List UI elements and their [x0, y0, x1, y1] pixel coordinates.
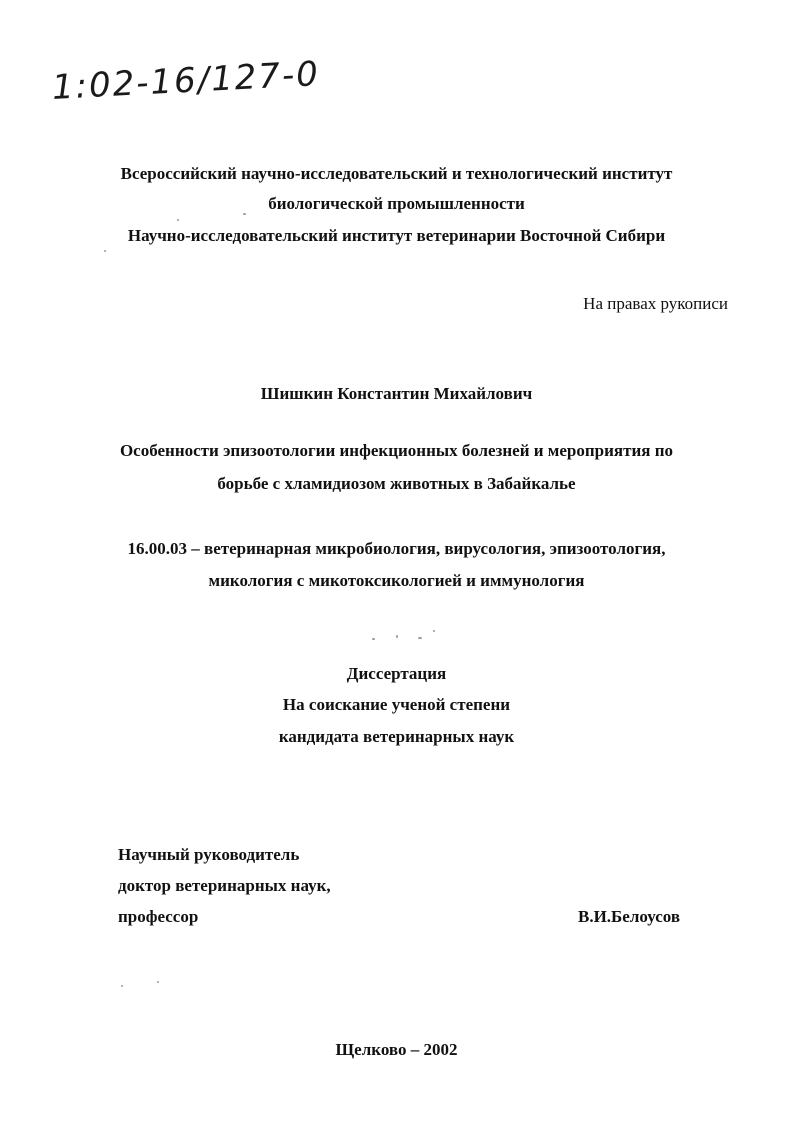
scan-speck	[243, 213, 246, 215]
organization-line-3: Научно-исследовательский институт ветеринарии Восточной Сибири	[127, 226, 666, 245]
degree-line-1: На соискание ученой степени	[282, 695, 511, 714]
place-and-year: Щелково – 2002	[335, 1040, 458, 1059]
specialty-line-1: 16.00.03 – ветеринарная микробиология, вирусология, эпизоотология,	[127, 539, 666, 558]
scan-speck	[433, 630, 435, 632]
author-name: Шишкин Константин Михайлович	[260, 384, 533, 403]
scan-speck	[177, 219, 179, 221]
organization-line-1: Всероссийский научно-исследовательский и технологический институт	[120, 164, 673, 183]
thesis-title-line-1: Особенности эпизоотологии инфекционных болезней и мероприятия по	[119, 441, 674, 460]
specialty-line-2: микология с микотоксикологией и иммунология	[208, 571, 585, 590]
scan-speck	[396, 635, 398, 638]
supervisor-label: Научный руководитель	[118, 845, 300, 864]
scan-speck	[372, 638, 375, 640]
scan-speck	[104, 250, 106, 252]
manuscript-rights-note: На правах рукописи	[583, 294, 728, 313]
dissertation-label: Диссертация	[346, 664, 447, 683]
scan-speck	[157, 981, 159, 983]
scan-speck	[418, 637, 422, 639]
supervisor-title: профессор	[118, 907, 199, 926]
supervisor-name: В.И.Белоусов	[578, 907, 681, 926]
thesis-title-line-2: борьбе с хламидиозом животных в Забайкалье	[217, 474, 576, 493]
scan-speck	[121, 985, 123, 987]
degree-line-2: кандидата ветеринарных наук	[278, 727, 515, 746]
handwritten-registration-number: 1:02-16/127-0	[50, 53, 321, 108]
supervisor-degree: доктор ветеринарных наук,	[118, 876, 331, 895]
organization-line-2: биологической промышленности	[268, 194, 525, 213]
